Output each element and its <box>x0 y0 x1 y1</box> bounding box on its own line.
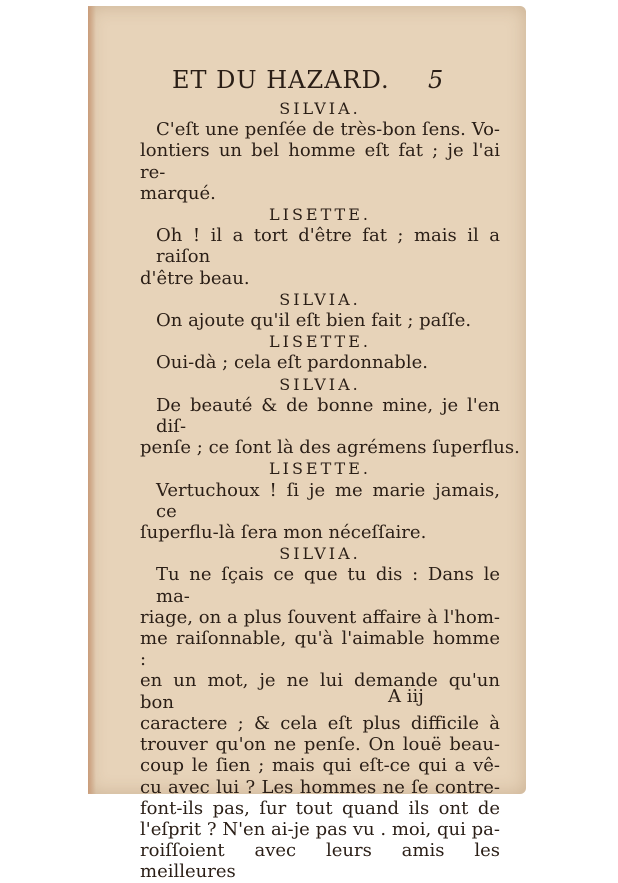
dialogue-line: caractere ; & cela eſt plus difficile à <box>140 712 500 734</box>
speaker-silvia: SILVIA. <box>279 289 361 309</box>
running-header <box>88 66 526 96</box>
dialogue-line: Oh ! il a tort d'être fat ; mais il a raiſon <box>156 225 500 268</box>
page-number: 5 <box>428 66 444 94</box>
speaker-lisette: LISETTE. <box>269 459 371 479</box>
running-title: ET DU HAZARD. <box>172 66 390 94</box>
dialogue-line: ſuperflu-là ſera mon néceſſaire. <box>140 522 427 544</box>
dialogue-line: font-ils pas, ſur tout quand ils ont de <box>140 797 500 819</box>
dialogue-line: l'eſprit ? N'en ai-je pas vu . moi, qui pa- <box>140 818 500 840</box>
play-text <box>140 98 520 883</box>
signature-mark: A iij <box>388 686 424 707</box>
speaker-silvia: SILVIA. <box>279 99 361 118</box>
dialogue-line: riage, on a plus ſouvent affaire à l'hom- <box>140 606 500 628</box>
dialogue-line: roiſſoient avec leurs amis les meilleures <box>140 840 500 883</box>
dialogue-line: me raiſonnable, qu'à l'aimable homme : <box>140 628 500 671</box>
book-page <box>88 6 526 883</box>
dialogue-line: cu avec lui ? Les hommes ne ſe contre- <box>140 776 500 798</box>
dialogue-line: trouver qu'on ne penſe. On louë beau- <box>140 734 500 756</box>
dialogue-line: De beauté & de bonne mine, je l'en diſ- <box>156 394 500 438</box>
speaker-silvia: SILVIA. <box>279 374 361 394</box>
dialogue-line: d'être beau. <box>140 267 250 289</box>
dialogue-line: Oui-dà ; cela eſt pardonnable. <box>156 352 428 374</box>
dialogue-line: en un mot, je ne lui demande qu'un bon <box>140 670 500 713</box>
dialogue-line: penſe ; ce ſont là des agrémens ſuperflus. <box>140 437 520 459</box>
speaker-lisette: LISETTE. <box>269 205 371 225</box>
speaker-lisette: LISETTE. <box>269 332 371 352</box>
dialogue-line: marqué. <box>140 182 216 204</box>
dialogue-line: C'eſt une penſée de très-bon ſens. Vo- <box>156 119 500 141</box>
dialogue-line: Tu ne ſçais ce que tu dis : Dans le ma- <box>156 564 500 607</box>
dialogue-line: coup le ſien ; mais qui eſt-ce qui a vê- <box>140 755 500 777</box>
dialogue-line: Vertuchoux ! ſi je me marie jamais, ce <box>156 479 500 522</box>
speaker-silvia: SILVIA. <box>279 544 361 564</box>
dialogue-line: On ajoute qu'il eſt bien fait ; paſſe. <box>156 310 472 332</box>
dialogue-line: lontiers un bel homme eſt fat ; je l'ai re- <box>140 140 500 183</box>
